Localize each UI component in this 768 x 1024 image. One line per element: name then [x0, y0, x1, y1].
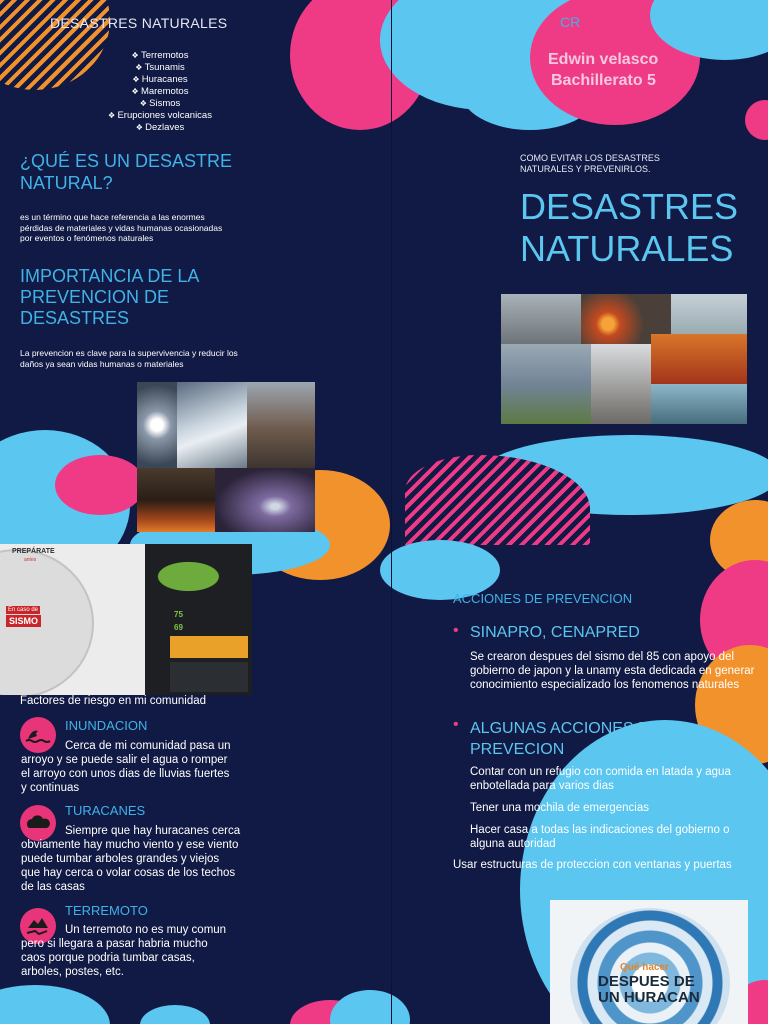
list-item: ❖ Dezlaves — [80, 122, 240, 134]
risk-title: TURACANES — [65, 803, 146, 818]
risk-text: Cerca de mi comunidad pasa un arroyo y se puede salir el agua o romper el arroyo con unos dias de lluvias fuertes y continuas — [21, 740, 231, 794]
action-item: Hacer casa a todas las indicaciones del gobierno o alguna autoridad — [470, 824, 730, 850]
cover-subtitle: COMO EVITAR LOS DESASTRES NATURALES Y PREVENIRLOS. — [520, 153, 660, 174]
actions-heading: ACCIONES DE PREVENCION — [453, 591, 633, 606]
list-item: ❖ Sismos — [80, 98, 240, 110]
hurricane-photo — [137, 382, 177, 468]
action-item: Tener una mochila de emergencias — [470, 802, 649, 814]
question-text: es un término que hace referencia a las enormes pérdidas de materiales y vidas humanas ocasionadas por eventos o fenómenos naturales — [20, 212, 223, 243]
fold-line-vertical — [391, 0, 392, 1024]
bullet-text: Se crearon despues del sismo del 85 con apoyo del gobierno de japon y la unamy esta dedicada en generar conocimiento especializado los fenomenos naturales — [470, 651, 755, 691]
info-box — [170, 636, 248, 658]
case-label: En caso de — [8, 607, 39, 613]
action-item-last: Usar estructuras de proteccion con ventanas y puertas — [453, 859, 732, 871]
panel-heading: DESASTRES NATURALES — [50, 15, 228, 31]
cyan-blob — [330, 990, 410, 1024]
wave-photo — [177, 382, 247, 468]
case-big-label: SISMO — [6, 615, 41, 627]
city-photo — [501, 294, 581, 344]
bullet-dot: • — [453, 716, 459, 733]
risk-title: INUNDACION — [65, 718, 148, 733]
cyan-blob — [140, 1005, 210, 1024]
poster-small-title: Qué hacer — [620, 962, 669, 973]
lightning-photo — [215, 468, 315, 532]
pink-dot — [745, 100, 768, 140]
stat-number-1: 75 — [174, 610, 183, 619]
cr-label: CR — [560, 14, 581, 30]
rubble-photo — [247, 382, 315, 468]
risk-text: Siempre que hay huracanes cerca obviamente hay mucho viento y ese viento puede tumbar arboles grandes y viejos que hay cerca o volar cosas de los techos de las casas — [21, 825, 241, 893]
importance-title: IMPORTANCIA DE LA PREVENCION DE DESASTRES — [20, 266, 199, 328]
fire-photo — [137, 468, 215, 532]
poster-title-2: UN HURACAN — [598, 989, 700, 1006]
bullet-dot: • — [453, 622, 459, 639]
tornado-photo — [501, 344, 591, 424]
bullet-title: ALGUNAS ACCIONES DE PREVECION — [470, 720, 661, 758]
cyan-blob — [0, 985, 110, 1024]
action-item: Contar con un refugio con comida en latada y agua enbotellada para varios dias — [470, 766, 731, 792]
risk-text: Un terremoto no es muy comun pero si llegara a pasar habria mucho caos porque podria tumbar casas, arboles, postes, etc. — [21, 924, 227, 978]
question-title: ¿QUÉ ES UN DESASTRE NATURAL? — [20, 151, 233, 193]
disaster-list — [80, 50, 240, 134]
list-item: ❖ Huracanes — [80, 74, 240, 86]
wildfire-photo — [651, 334, 747, 384]
earthquake-infographic — [0, 544, 252, 695]
bullet-title: SINAPRO, CENAPRED — [470, 624, 640, 641]
poster-title-1: DESPUES DE — [598, 973, 695, 990]
author-name: Edwin velasco — [548, 51, 659, 68]
pink-blob — [55, 455, 145, 515]
list-item: ❖ Terremotos — [80, 50, 240, 62]
prepare-sub: antes — [24, 557, 37, 563]
prepare-label: PREPÁRATE — [12, 548, 55, 555]
cover-photo-collage — [501, 294, 747, 424]
volcano-photo — [591, 344, 651, 424]
risk-heading: Factores de riesgo en mi comunidad — [20, 695, 207, 707]
grade-label: Bachillerato 5 — [551, 72, 656, 89]
list-item: ❖ Tsunamis — [80, 62, 240, 74]
risk-title: TERREMOTO — [65, 903, 148, 918]
cover-title: DESASTRES NATURALES — [520, 186, 739, 269]
stat-number-2: 69 — [174, 623, 183, 632]
list-item: ❖ Maremotos — [80, 86, 240, 98]
list-item: ❖ Erupciones volcanicas — [80, 110, 240, 122]
hurricane-poster — [550, 900, 748, 1024]
mexico-map — [150, 549, 246, 604]
disaster-photo-collage — [137, 382, 315, 532]
info-box-dark — [170, 662, 248, 692]
importance-text: La prevencion es clave para la supervivencia y reducir los daños ya sean vidas humanas o materiales — [20, 348, 238, 369]
flooded-town-photo — [651, 384, 747, 424]
